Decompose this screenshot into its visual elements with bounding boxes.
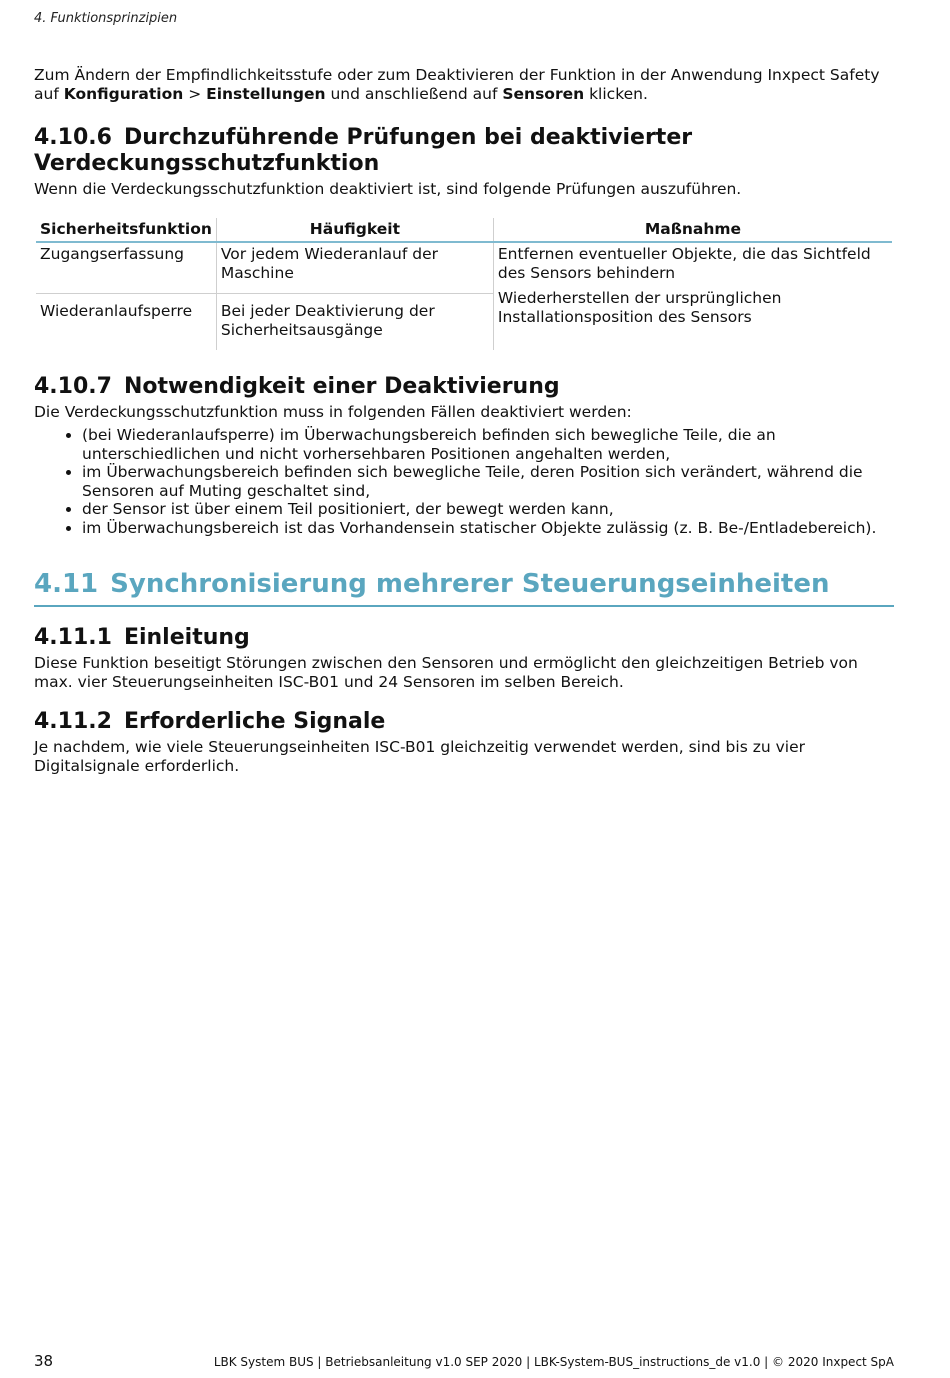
table-cell: Bei jeder Deaktivierung der Sicherheitsausgänge [216,294,493,351]
intro-text-2: > [183,85,207,103]
list-item: • (bei Wiederanlaufsperre) im Überwachungsbereich befinden sich bewegliche Teile, die an unterschiedlichen und nicht vorhersehbaren Positionen angehalten werden, [82,426,894,463]
section-4-10-7-text: Die Verdeckungsschutzfunktion muss in folgenden Fällen deaktiviert werden: [34,403,632,421]
list-item: • im Überwachungsbereich ist das Vorhandensein statischer Objekte zulässig (z. B. Be-/Entladebereich). [82,519,894,538]
intro-text-1: Zum Ändern der Empfindlichkeitsstufe oder zum Deaktivieren der Funktion in der Anwendung Inxpect Safety auf [34,66,880,103]
menu-sensoren: Sensoren [502,85,585,103]
section-4-11-2-text: Je nachdem, wie viele Steuerungseinheiten ISC-B01 gleichzeitig verwendet werden, sind bis zu vier Digitalsignale erforderlich. [34,738,805,775]
section-number: 4.11 [34,569,99,599]
heading-4-10-6 [34,125,894,177]
measure-item: Entfernen eventueller Objekte, die das Sichtfeld des Sensors behindern [497,245,871,282]
deactivation-list [34,426,894,537]
table-header-row [36,218,892,242]
footer-text: LBK System BUS | Betriebsanleitung v1.0 SEP 2020 | LBK-System-BUS_instructions_de v1.0 | © 2020 Inxpect SpA [213,1355,894,1369]
checks-table [36,218,892,350]
section-4-11-1-text: Diese Funktion beseitigt Störungen zwischen den Sensoren und ermöglicht den gleichzeitigen Betrieb von max. vier Steuerungseinheiten ISC-B01 und 24 Sensoren im selben Bereich. [34,654,858,691]
column-header: Häufigkeit [216,218,493,242]
menu-einstellungen: Einstellungen [206,85,326,103]
menu-konfiguration: Konfiguration [63,85,184,103]
heading-4-11-1 [34,625,894,651]
running-header: 4. Funktionsprinzipien [34,11,178,26]
section-title: Notwendigkeit einer Deaktivierung [123,374,560,399]
section-title: Durchzuführende Prüfungen bei deaktivierter Verdeckungsschutzfunktion [34,125,693,176]
intro-text-3: und anschließend auf [325,85,503,103]
page-number: 38 [34,1352,54,1370]
table-cell: Vor jedem Wiederanlauf der Maschine [216,242,493,294]
table-row [36,242,892,294]
heading-4-11-2 [34,709,894,735]
page-content [34,66,894,776]
section-4-10-6-text: Wenn die Verdeckungsschutzfunktion deaktiviert ist, sind folgende Prüfungen auszuführen. [34,180,742,198]
column-header: Sicherheitsfunktion [36,218,216,242]
measure-item: Wiederherstellen der ursprünglichen Installationsposition des Sensors [497,289,782,326]
table-cell: Wiederanlaufsperre [40,302,193,320]
list-item: • im Überwachungsbereich befinden sich bewegliche Teile, deren Position sich verändert, während die Sensoren auf Muting geschaltet sind, [82,463,894,500]
section-number: 4.11.2 [34,709,112,734]
section-number: 4.11.1 [34,625,112,650]
section-title: Einleitung [123,625,250,650]
heading-4-11 [34,567,894,607]
list-item: • der Sensor ist über einem Teil positioniert, der bewegt werden kann, [82,500,894,519]
table-cell-measures [493,242,892,350]
section-number: 4.10.6 [34,125,112,150]
table-cell: Zugangserfassung [36,242,216,294]
section-title: Synchronisierung mehrerer Steuerungseinheiten [110,569,830,599]
intro-text-4: klicken. [584,85,648,103]
heading-4-10-7 [34,374,894,400]
section-number: 4.10.7 [34,374,112,399]
column-header: Maßnahme [493,218,892,242]
intro-paragraph [34,66,894,104]
section-title: Erforderliche Signale [123,709,386,734]
